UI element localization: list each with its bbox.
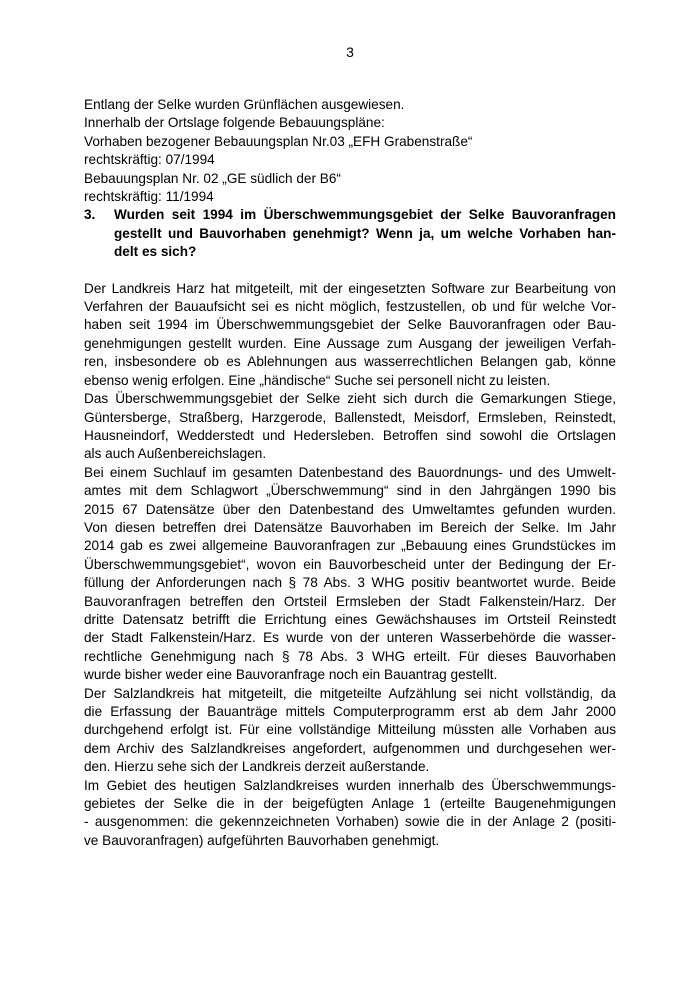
- text-line: Entlang der Selke wurden Grünflächen ausgewiesen.: [84, 97, 405, 112]
- text-line: als auch Außenbereichslagen.: [84, 446, 267, 462]
- text-line: ve Bauvoranfragen) aufgeführten Bauvorhaben genehmigt.: [84, 832, 440, 848]
- text-line: wurde bisher weder eine Bauvoranfrage noch ein Bauantrag gestellt.: [84, 667, 498, 683]
- text-line: füllung der Anforderungen nach § 78 Abs. 3 WHG positiv beantwortet wurde. Beide: [84, 575, 616, 591]
- text-line: Verfahren der Bauaufsicht sei es nicht möglich, festzustellen, ob und für welche Vor-: [84, 299, 616, 315]
- text-line: rechtskräftig: 11/1994: [84, 189, 214, 205]
- text-line: Bauvoranfragen betreffen den Ortsteil Ermsleben der Stadt Falkenstein/Harz. Der: [84, 593, 616, 609]
- document-body: [84, 96, 616, 850]
- paragraph-genehmigte-vorhaben: [84, 777, 616, 851]
- text-line: amtes mit dem Schlagwort „Überschwemmung“ sind in den Jahrgängen 1990 bis: [84, 483, 616, 499]
- text-line: dem Archiv des Salzlandkreises angefordert, aufgenommen und durchgesehen wer-: [84, 740, 616, 756]
- question-number: 3.: [84, 207, 96, 223]
- text-line: - ausgenommen: die gekennzeichneten Vorhaben) sowie die in der Anlage 2 (positi-: [84, 814, 616, 830]
- paragraph-bebauungsplaene: [84, 114, 616, 169]
- text-line: Das Überschwemmungsgebiet der Selke zieht sich durch die Gemarkungen Stiege,: [84, 391, 616, 407]
- paragraph-landkreis-harz: [84, 280, 616, 390]
- question-3: [84, 206, 616, 261]
- paragraph-ueberschwemmungsgebiet: [84, 390, 616, 464]
- text-line: ebenso wenig erfolgen. Eine „händische“ Suche sei personell nicht zu leisten.: [84, 372, 551, 388]
- text-line: gebietes der Selke die in der beigefügten Anlage 1 (erteilte Baugenehmigungen: [84, 796, 616, 812]
- text-line: ren, insbesondere ob es Ablehnungen aus wasserrechtlichen Belangen gab, könne: [84, 354, 616, 370]
- paragraph-gruenflaechen: [84, 96, 616, 114]
- text-line: Innerhalb der Ortslage folgende Bebauungspläne:: [84, 115, 385, 131]
- text-line: rechtliche Genehmigung nach § 78 Abs. 3 WHG erteilt. Für dieses Bauvorhaben: [84, 648, 616, 664]
- text-line: Der Salzlandkreis hat mitgeteilt, die mitgeteilte Aufzählung sei nicht vollständig, da: [84, 685, 616, 701]
- text-line: den. Hierzu sehe sich der Landkreis derzeit außerstande.: [84, 759, 430, 775]
- text-line: 2014 gab es zwei allgemeine Bauvoranfragen zur „Bebauung eines Grundstückes im: [84, 538, 616, 554]
- question-line: gestellt und Bauvorhaben genehmigt? Wenn ja, um welche Vorhaben han-: [114, 225, 616, 241]
- text-line: durchgehend erfolgt ist. Für eine vollständige Mitteilung müssten alle Vorhaben aus: [84, 722, 616, 738]
- text-line: die Erfassung der Bauanträge mittels Computerprogramm erst ab dem Jahr 2000: [84, 704, 616, 719]
- text-line: Im Gebiet des heutigen Salzlandkreises wurden innerhalb des Überschwemmungs-: [84, 777, 616, 793]
- text-line: haben seit 1994 im Überschwemmungsgebiet der Selke Bauvoranfragen oder Bau-: [84, 317, 616, 333]
- text-line: rechtskräftig: 07/1994: [84, 152, 215, 168]
- text-line: Von diesen betreffen drei Datensätze Bauvorhaben im Bereich der Selke. Im Jahr: [84, 519, 616, 535]
- paragraph-salzlandkreis: [84, 685, 616, 777]
- paragraph-bebauungsplan-02: [84, 170, 616, 207]
- text-line: Bei einem Suchlauf im gesamten Datenbestand des Bauordnungs- und des Umwelt-: [84, 464, 616, 480]
- page-number: 3: [346, 44, 354, 60]
- paragraph-suchlauf: [84, 464, 616, 685]
- text-line: Der Landkreis Harz hat mitgeteilt, mit der eingesetzten Software zur Bearbeitung von: [84, 280, 616, 296]
- text-line: Bebauungsplan Nr. 02 „GE südlich der B6“: [84, 170, 341, 186]
- text-line: Überschwemmungsgebiet“, wovon ein Bauvorbescheid unter der Bedingung der Er-: [84, 556, 616, 572]
- text-line: Vorhaben bezogener Bebauungsplan Nr.03 „EFH Grabenstraße“: [84, 133, 473, 149]
- text-line: der Stadt Falkenstein/Harz. Es wurde von der unteren Wasserbehörde die wasser-: [84, 630, 616, 646]
- text-line: 2015 67 Datensätze über den Datenbestand des Umweltamtes gefunden wurden.: [84, 501, 616, 517]
- text-line: dritte Datensatz betrifft die Errichtung eines Gewächshauses im Ortsteil Reinstedt: [84, 611, 616, 627]
- question-line: delt es sich?: [114, 244, 197, 260]
- text-line: genehmigungen gestellt wurden. Eine Aussage zum Ausgang der jeweiligen Verfah-: [84, 335, 616, 351]
- question-line: Wurden seit 1994 im Überschwemmungsgebiet der Selke Bauvoranfragen: [114, 207, 616, 223]
- text-line: Güntersberge, Straßberg, Harzgerode, Ballenstedt, Meisdorf, Ermsleben, Reinstedt,: [84, 409, 616, 425]
- text-line: Hausneindorf, Wedderstedt und Hedersleben. Betroffen sind sowohl die Ortslagen: [84, 427, 616, 443]
